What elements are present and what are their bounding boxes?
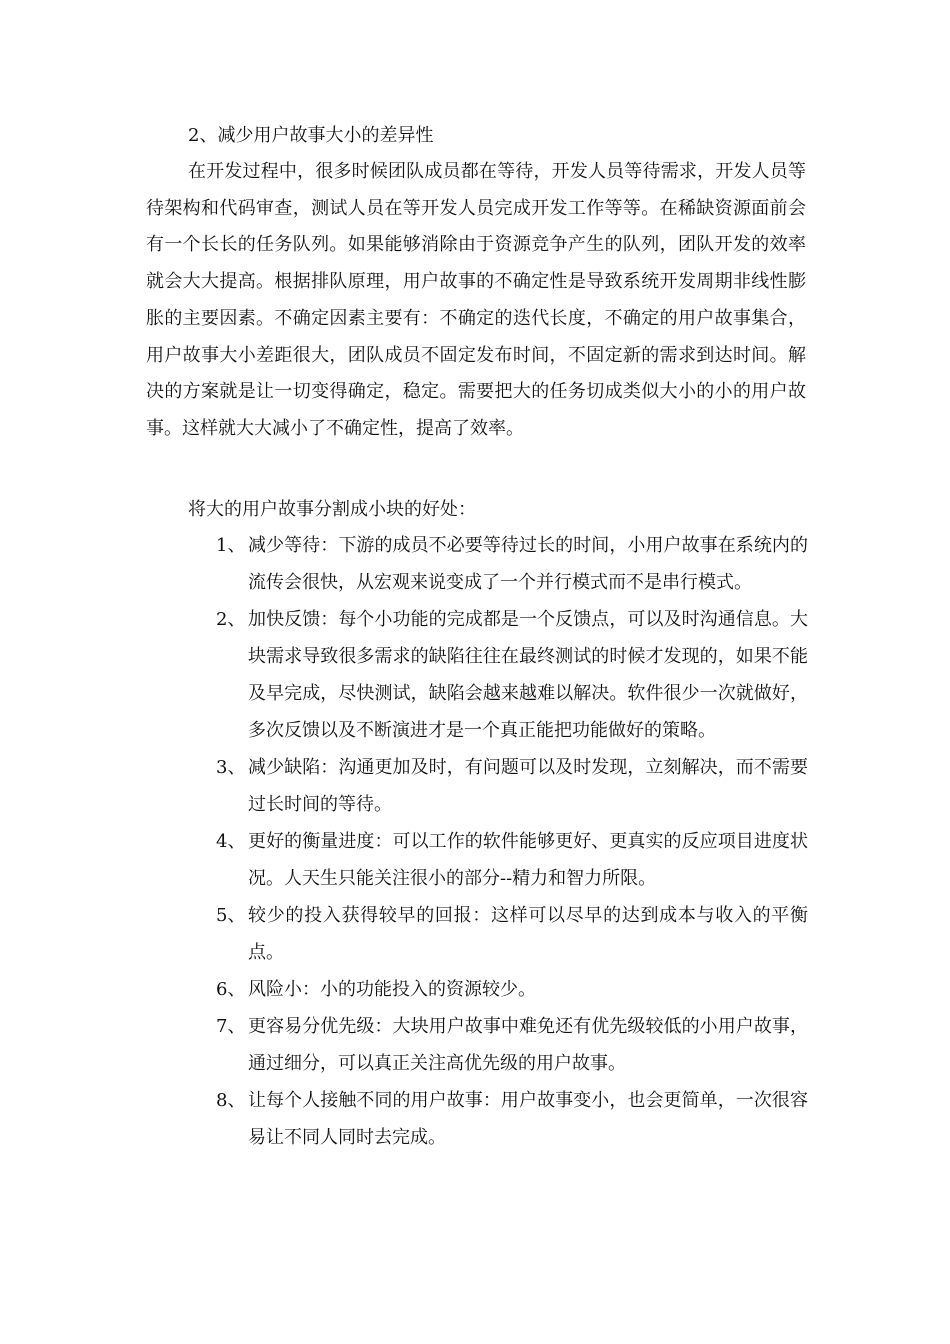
- benefit-text: 减少缺陷：沟通更加及时，有问题可以及时发现，立刻解决，而不需要过长时间的等待。: [248, 757, 808, 815]
- benefit-text: 更好的衡量进度：可以工作的软件能够更好、更真实的反应项目进度状况。人天生只能关注很小的部分--精力和智力所限。: [248, 831, 808, 889]
- benefits-intro: 将大的用户故事分割成小块的好处：: [188, 499, 476, 520]
- benefit-text: 让每个人接触不同的用户故事：用户故事变小，也会更简单，一次很容易让不同人同时去完成。: [248, 1090, 808, 1148]
- benefit-number: 7、: [216, 1016, 246, 1037]
- benefit-text: 更容易分优先级：大块用户故事中难免还有优先级较低的小用户故事，通过细分，可以真正关注高优先级的用户故事。: [248, 1016, 808, 1074]
- benefit-item: [216, 601, 808, 749]
- benefit-number: 6、: [216, 979, 246, 1000]
- section-heading: 2、减少用户故事大小的差异性: [188, 125, 434, 146]
- benefit-text: 减少等待：下游的成员不必要等待过长的时间，小用户故事在系统内的流传会很快，从宏观来说变成了一个并行模式而不是串行模式。: [248, 535, 808, 593]
- benefit-item: [216, 527, 808, 601]
- benefit-text: 加快反馈：每个小功能的完成都是一个反馈点，可以及时沟通信息。大块需求导致很多需求的缺陷往往在最终测试的时候才发现的，如果不能及早完成，尽快测试，缺陷会越来越难以解决。软件很少一次就做好，多次反馈以及不断演进才是一个真正能把功能做好的策略。: [248, 609, 808, 741]
- benefit-item: [216, 897, 808, 971]
- benefits-list: [216, 527, 808, 1156]
- benefit-number: 4、: [216, 831, 246, 852]
- body-paragraph: 在开发过程中，很多时候团队成员都在等待，开发人员等待需求，开发人员等待架构和代码审查，测试人员在等开发人员完成开发工作等等。在稀缺资源面前会有一个长长的任务队列。如果能够消除由于资源竞争产生的队列，团队开发的效率就会大大提高。根据排队原理，用户故事的不确定性是导致系统开发周期非线性膨胀的主要因素。不确定因素主要有：不确定的迭代长度，不确定的用户故事集合，用户故事大小差距很大，团队成员不固定发布时间，不固定新的需求到达时间。解决的方案就是让一切变得确定，稳定。需要把大的任务切成类似大小的小的用户故事。这样就大大减小了不确定性，提高了效率。: [146, 161, 806, 439]
- benefit-number: 8、: [216, 1090, 246, 1111]
- benefit-number: 2、: [216, 609, 246, 630]
- benefit-item: [216, 823, 808, 897]
- benefit-text: 风险小：小的功能投入的资源较少。: [248, 979, 536, 1000]
- benefit-item: [216, 749, 808, 823]
- benefit-number: 3、: [216, 757, 246, 778]
- benefit-number: 5、: [216, 905, 246, 926]
- benefit-item: [216, 1082, 808, 1156]
- benefit-item: [216, 1008, 808, 1082]
- benefit-item: [216, 971, 808, 1008]
- benefit-number: 1、: [216, 535, 246, 556]
- benefit-text: 较少的投入获得较早的回报：这样可以尽早的达到成本与收入的平衡点。: [248, 905, 808, 963]
